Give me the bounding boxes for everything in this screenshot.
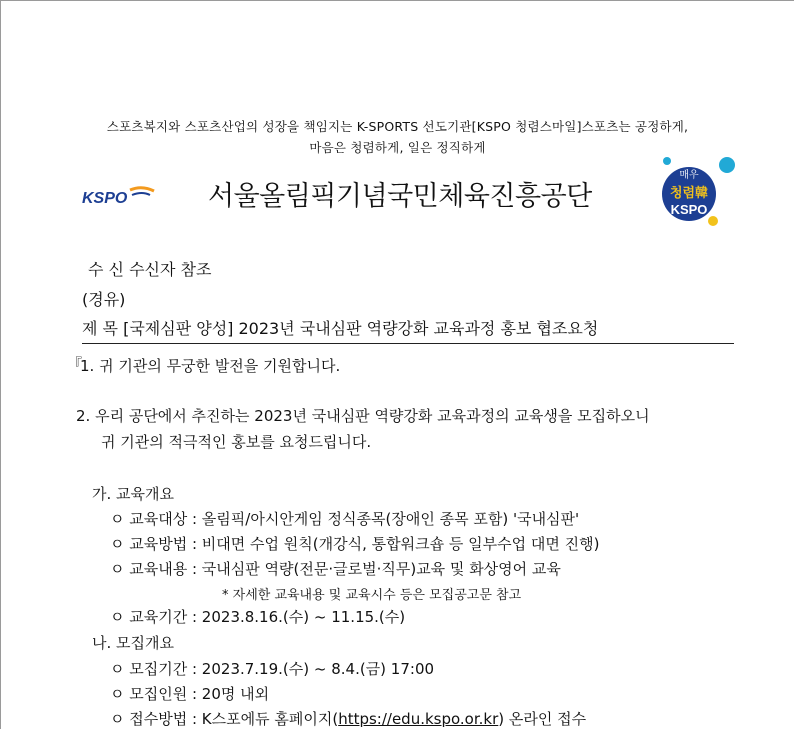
education-content: ㅇ 교육내용 : 국내심판 역량(전문·글로벌·직무)교육 및 화상영어 교육 — [110, 560, 561, 578]
section-a-title: 가. 교육개요 — [92, 485, 174, 503]
recruit-period: ㅇ 모집기간 : 2023.7.19.(수) ~ 8.4.(금) 17:00 — [110, 660, 435, 678]
apply-method — [110, 708, 586, 729]
paragraph-1-mark: 『 — [67, 355, 83, 373]
badge-mid: 청렴韓 — [669, 186, 709, 201]
paragraph-1: 1. 귀 기관의 무궁한 발전을 기원합니다. — [80, 357, 341, 375]
recruit-count: ㅇ 모집인원 : 20명 내외 — [110, 685, 270, 703]
via-line: (경유) — [82, 290, 126, 309]
kspo-logo — [80, 183, 158, 209]
education-target: ㅇ 교육대상 : 올림픽/아시안게임 정식종목(장애인 종목 포함) '국내심판' — [110, 510, 580, 528]
integrity-badge-logo — [657, 156, 737, 236]
apply-method-prefix: ㅇ 접수방법 : K스포에듀 홈페이지( — [110, 710, 339, 728]
kspo-edu-link[interactable]: https://edu.kspo.or.kr — [338, 710, 499, 728]
section-b-title: 나. 모집개요 — [92, 634, 174, 652]
slogan-line-1: 스포츠복지와 스포츠산업의 성장을 책임지는 K-SPORTS 선도기관[KSPO 청렴스마일]스포츠는 공정하게, — [106, 119, 689, 134]
slogan-line-2: 마음은 청렴하게, 일은 정직하게 — [309, 140, 486, 155]
badge-bottom: KSPO — [670, 202, 708, 217]
subject-line: 제 목 [국제심판 양성] 2023년 국내심판 역량강화 교육과정 홍보 협조요청 — [82, 316, 734, 344]
kspo-logo-text: KSPO — [82, 190, 128, 207]
education-note: * 자세한 교육내용 및 교육시수 등은 모집공고문 참고 — [222, 588, 522, 603]
paragraph-2-line-2: 귀 기관의 적극적인 홍보를 요청드립니다. — [101, 433, 372, 451]
badge-top: 매우 — [679, 170, 699, 181]
organization-name: 서울올림픽기념국민체육진흥공단 — [208, 181, 592, 212]
recipient-line: 수 신 수신자 참조 — [88, 260, 212, 279]
education-period: ㅇ 교육기간 : 2023.8.16.(수) ~ 11.15.(수) — [110, 608, 406, 626]
education-method: ㅇ 교육방법 : 비대면 수업 원칙(개강식, 통합워크숍 등 일부수업 대면 진행) — [110, 535, 600, 553]
apply-method-suffix: ) 온라인 접수 — [498, 710, 587, 728]
paragraph-2-line-1: 2. 우리 공단에서 추진하는 2023년 국내심판 역량강화 교육과정의 교육생을 모집하오니 — [76, 407, 650, 425]
